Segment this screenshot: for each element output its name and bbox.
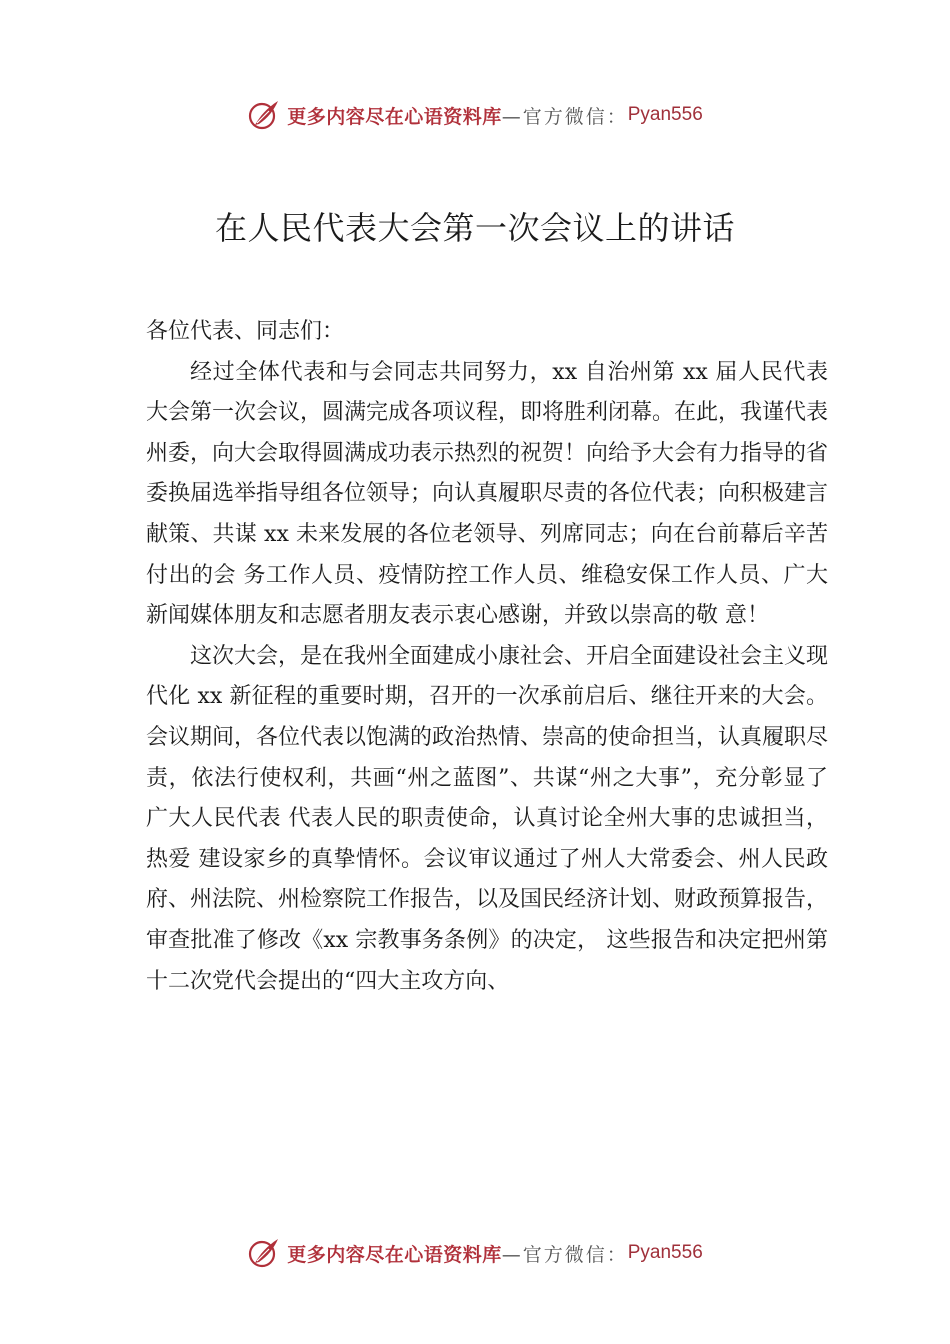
paragraph-1: 经过全体代表和与会同志共同努力，xx 自治州第 xx 届人民代表大会第一次会议，圆满完成各项议程，即将胜利闭幕。在此，我谨代表州委，向大会取得圆满成功表示热烈的祝贺！向给予大会有力指导的省委换届选举指导组各位领导；向认真履职尽责的各位代表；向积极建言献策、共谋 xx 未来发展的各位老领导、列席同志；向在台前幕后辛苦付出的会 务工作人员、疫情防控工作人员、维稳安保工作人员、广大 新闻媒体朋友和志愿者朋友表示衷心感谢，并致以崇高的敬 意！ bbox=[146, 359, 829, 629]
banner-wechat-id: Pyan556 bbox=[627, 104, 703, 125]
banner-main-text: 更多内容尽在心语资料库 bbox=[287, 105, 502, 128]
banner-main-text: 更多内容尽在心语资料库 bbox=[287, 1243, 502, 1266]
banner-wechat-id: Pyan556 bbox=[627, 1242, 703, 1263]
paragraph-2: 这次大会，是在我州全面建成小康社会、开启全面建设社会主义现代化 xx 新征程的重要时期，召开的一次承前启后、继往开来的大会。会议期间，各位代表以饱满的政治热情、崇高的使命担当，认真履职尽责，依法行使权利，共画“州之蓝图”、共谋“州之大事”，充分彰显了广大人民代表 代表人民的职责使命，认真讨论全州大事的忠诚担当，热爱 建设家乡的真挚情怀。会议审议通过了州人大常委会、州人民政府、州法院、州检察院工作报告，以及国民经济计划、财政预算报告，审查批准了修改《xx 宗教事务条例》的决定， 这些报告和决定把州第十二次党代会提出的“四大主攻方向、 bbox=[146, 643, 829, 994]
page-title: 在人民代表大会第一次会议上的讲话 bbox=[214, 209, 735, 247]
footer-banner bbox=[0, 1233, 950, 1273]
quill-logo-icon bbox=[247, 98, 281, 132]
quill-logo-icon bbox=[247, 1236, 281, 1270]
header-banner bbox=[0, 95, 950, 135]
banner-sub-text: —官方微信： bbox=[501, 105, 628, 128]
banner-sub-text: —官方微信： bbox=[501, 1243, 628, 1266]
speech-body bbox=[146, 312, 828, 1002]
salutation: 各位代表、同志们： bbox=[146, 319, 345, 344]
